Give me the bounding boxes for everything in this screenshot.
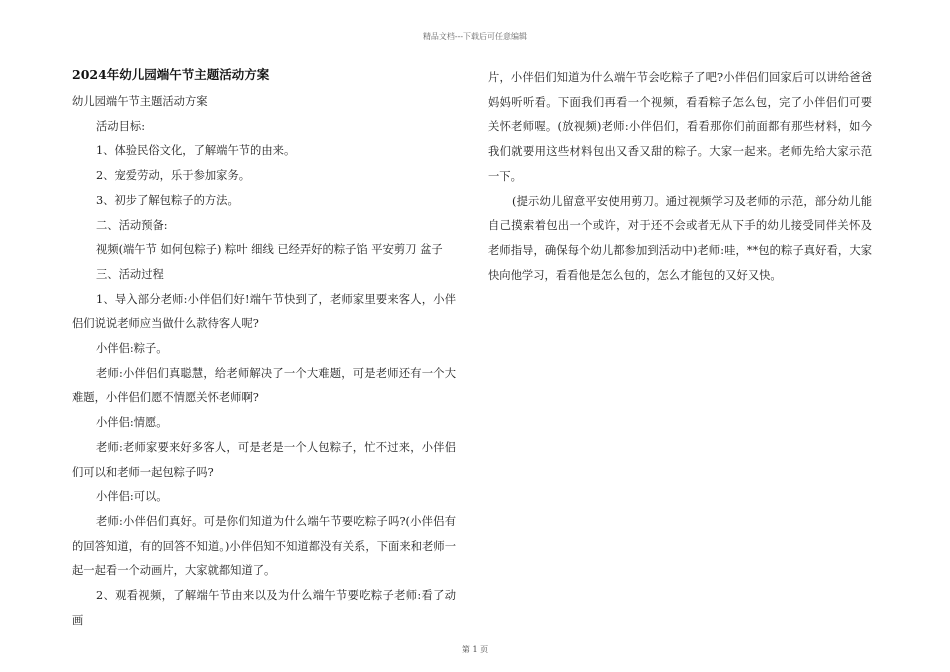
- paragraph: 小伴侣:可以。: [96, 490, 168, 504]
- subtitle-paragraph: 幼儿园端午节主题活动方案: [72, 95, 208, 108]
- header-note: 精品文档---下载后可任意编辑: [422, 32, 528, 41]
- page-number: 第 1 页: [461, 645, 489, 654]
- paragraph: 2、宠爱劳动，乐于参加家务。: [96, 169, 251, 183]
- paragraph: 小伴侣:情愿。: [96, 416, 168, 430]
- paragraph: 视频(端午节 如何包粽子) 粽叶 细线 已经弄好的粽子馅 平安剪刀 盆子: [96, 243, 443, 257]
- paragraph: 老师:小伴侣们真聪慧，给老师解决了一个大难题，可是老师还有一个大难题，小伴侣们愿不情愿关怀老师啊?: [72, 366, 456, 405]
- right-column: [488, 66, 872, 288]
- paragraph: 3、初步了解包粽子的方法。: [96, 193, 239, 207]
- paragraph: 1、导入部分老师:小伴侣们好!端午节快到了，老师家里要来客人，小伴侣们说说老师应当做什么款待客人呢?: [72, 292, 456, 331]
- paragraph: 活动目标:: [96, 119, 145, 133]
- paragraph: 2、观看视频，了解端午节由来以及为什么端午节要吃粽子老师:看了动画: [72, 589, 456, 627]
- paragraph: (提示幼儿留意平安使用剪刀。通过视频学习及老师的示范，部分幼儿能自己摸索着包出一个或许，对于还不会或者无从下手的幼儿接受同伴关怀及老师指导，确保每个幼儿都参加到活动中)老师:哇，**包的粽子真好看，大家快向他学习，看看他是怎么包的，怎么才能包的又好又快。: [488, 194, 872, 282]
- paragraph: 二、活动预备:: [96, 218, 168, 232]
- paragraph: 小伴侣:粽子。: [96, 342, 168, 356]
- document-title: 2024年幼儿园端午节主题活动方案: [72, 67, 270, 82]
- paragraph: 三、活动过程: [96, 267, 164, 281]
- paragraph: 老师:老师家要来好多客人，可是老是一个人包粽子，忙不过来，小伴侣们可以和老师一起包粽子吗?: [72, 440, 456, 479]
- left-column: [72, 66, 456, 633]
- paragraph: 片，小伴侣们知道为什么端午节会吃粽子了吧?小伴侣们回家后可以讲给爸爸妈妈听听看。下面我们再看一个视频，看看粽子怎么包，完了小伴侣们可要关怀老师喔。(放视频)老师:小伴侣们，看看那你们前面都有那些材料，如今我们就要用这些材料包出又香又甜的粽子。大家一起来。老师先给大家示范一下。: [488, 71, 872, 183]
- paragraph: 1、体验民俗文化，了解端午节的由来。: [96, 144, 296, 158]
- paragraph: 老师:小伴侣们真好。可是你们知道为什么端午节要吃粽子吗?(小伴侣有的回答知道，有的回答不知道。)小伴侣知不知道都没有关系，下面来和老师一起一起看一个动画片，大家就都知道了。: [72, 514, 456, 578]
